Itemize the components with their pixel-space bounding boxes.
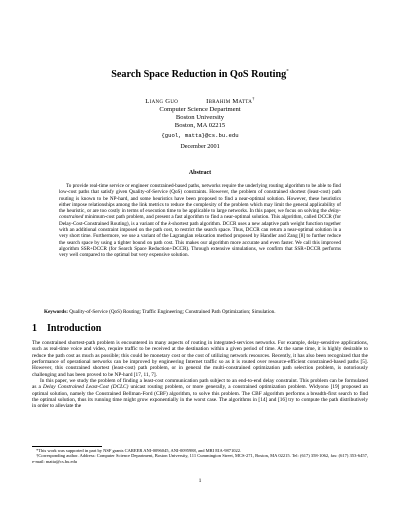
- section-number: 1: [32, 323, 37, 334]
- keywords: [44, 309, 356, 315]
- body-paragraph-2: [32, 378, 368, 410]
- author-matta: [206, 95, 255, 106]
- abstract-emphasis-1: delay-constrained: [59, 208, 341, 221]
- author-city: Boston, MA 02215: [174, 122, 226, 130]
- footnote-rule: [32, 446, 102, 447]
- author-email: {guol, matta}@cs.bu.edu: [161, 132, 239, 140]
- keywords-text: Quality-of-Service (QoS) Routing; Traffic Engineering; Constrained Path Optimization; Simulation.: [68, 309, 276, 315]
- author-matta-mark: †: [252, 96, 255, 101]
- abstract-text: [59, 183, 341, 259]
- body-p2-emphasis: Delay Constrained Least-Cost (DCLC): [42, 384, 129, 391]
- body-paragraph-1: The constrained shortest-path problem is encountered in many aspects of routing in integrated-services networks. For example, delay-sensitive applications, such as real-time voice and video, require traffic to be received at the destination within a given period of time. At the same time, it is highly desirable to reduce the path cost as much as possible; this could be monetary cost or the cost of utilizing network resources. Recently, it has also been recognized that the performance of operational networks can be improved by engineering Internet traffic so as it is routed over resource-efficient constrained-based paths [5]. However, this constrained shortest (least-cost) path problem, or in general the multi-constrained optimization path selection problem, is notoriously challenging and has been proved to be NP-hard [17, 11, 7].: [32, 340, 368, 378]
- paper-date: December 2001: [180, 143, 220, 150]
- footnote-2: †Corresponding author. Address: Computer Science Department, Boston University, 111 Cummington Street, MCS-271, Boston, MA 02215. Tel: (617) 358-1062, fax: (617) 353-6457, e-mail: matta@cs.bu.edu: [32, 453, 368, 464]
- footnotes: [32, 448, 368, 464]
- author-matta-name: Ibrahim Matta: [206, 98, 253, 106]
- section-title: Introduction: [47, 323, 102, 334]
- paper-title: [0, 69, 400, 80]
- footnote-1: *This work was supported in part by NSF grants CAREER ANI-0096045, ANI-0095988, and MRI EIA-9871022.: [36, 448, 242, 453]
- body-text: [32, 340, 368, 410]
- title-text: Search Space Reduction in QoS Routing: [111, 69, 287, 80]
- page-number: 1: [198, 478, 202, 484]
- abstract-emphasis-2: k: [168, 220, 171, 227]
- title-footnote-mark: *: [286, 69, 289, 75]
- author-guo: Liang Guo: [145, 98, 179, 106]
- body-p2-part-b: unicast routing problem, or more generally, a constrained optimization problem. Widyono [19] proposed an optimal solution, namely the Constrained Bellman-Ford (CBF) algorithm, to solve this problem. The CBF algorithm performs a breadth-first search to find the optimal solution, thus its running time might grow exponentially in the worst case. The algorithms in [14] and [16] try to compute the path distributively in order to alleviate the: [32, 384, 368, 410]
- author-department: Computer Science Department: [159, 106, 241, 114]
- abstract-part-a: To provide real-time service or engineer constrained-based paths, networks require the underlying routing algorithm to be able to find low-cost paths that satisfy given Quality-of-Service (QoS) constraints. However, the problem of constrained shortest (least-cost) path routing is known to be NP-hard, and some heuristics have been proposed to find a near-optimal solution. However, these heuristics either impose relationships among the link metrics to reduce the complexity of the problem which may limit the general applicability of the heuristic, or are too costly in terms of execution time to be applicable to large networks. In this paper, we focus on solving the: [59, 183, 342, 215]
- author-names: [0, 95, 400, 106]
- abstract-part-c: -shortest path algorithm. DCCR uses a new adaptive path weight function together with an additional constraint imposed on the path cost, to restrict the search space. Thus, DCCR can return a near-optimal solution in a very short time. Furthermore, we use a variant of the Lagrangian relaxation method proposed by Handler and Zang [8] to further reduce the search space by using a tighter bound on path cost. This makes our algorithm more accurate and even faster. We call this improved algorithm SSR+DCCR (for Search Space Reduction+DCCR). Through extensive simulations, we confirm that SSR+DCCR performs very well compared to the optimal but very expensive solution.: [59, 220, 341, 259]
- author-university: Boston University: [175, 114, 225, 122]
- author-block: [0, 95, 400, 140]
- abstract-heading: Abstract: [188, 170, 212, 176]
- keywords-label: Keywords:: [44, 309, 68, 315]
- section-heading: [32, 323, 101, 334]
- abstract-part-b: minimum-cost path problem, and present a fast algorithm to find a near-optimal solution. This algorithm, called DCCR (for Delay-Cost-Constrained Routing), is a variant of the: [59, 214, 341, 227]
- body-p2-part-a: In this paper, we study the problem of finding a least-cost communication path subject to an end-to-end delay constraint. This problem can be formulated as a: [32, 378, 368, 391]
